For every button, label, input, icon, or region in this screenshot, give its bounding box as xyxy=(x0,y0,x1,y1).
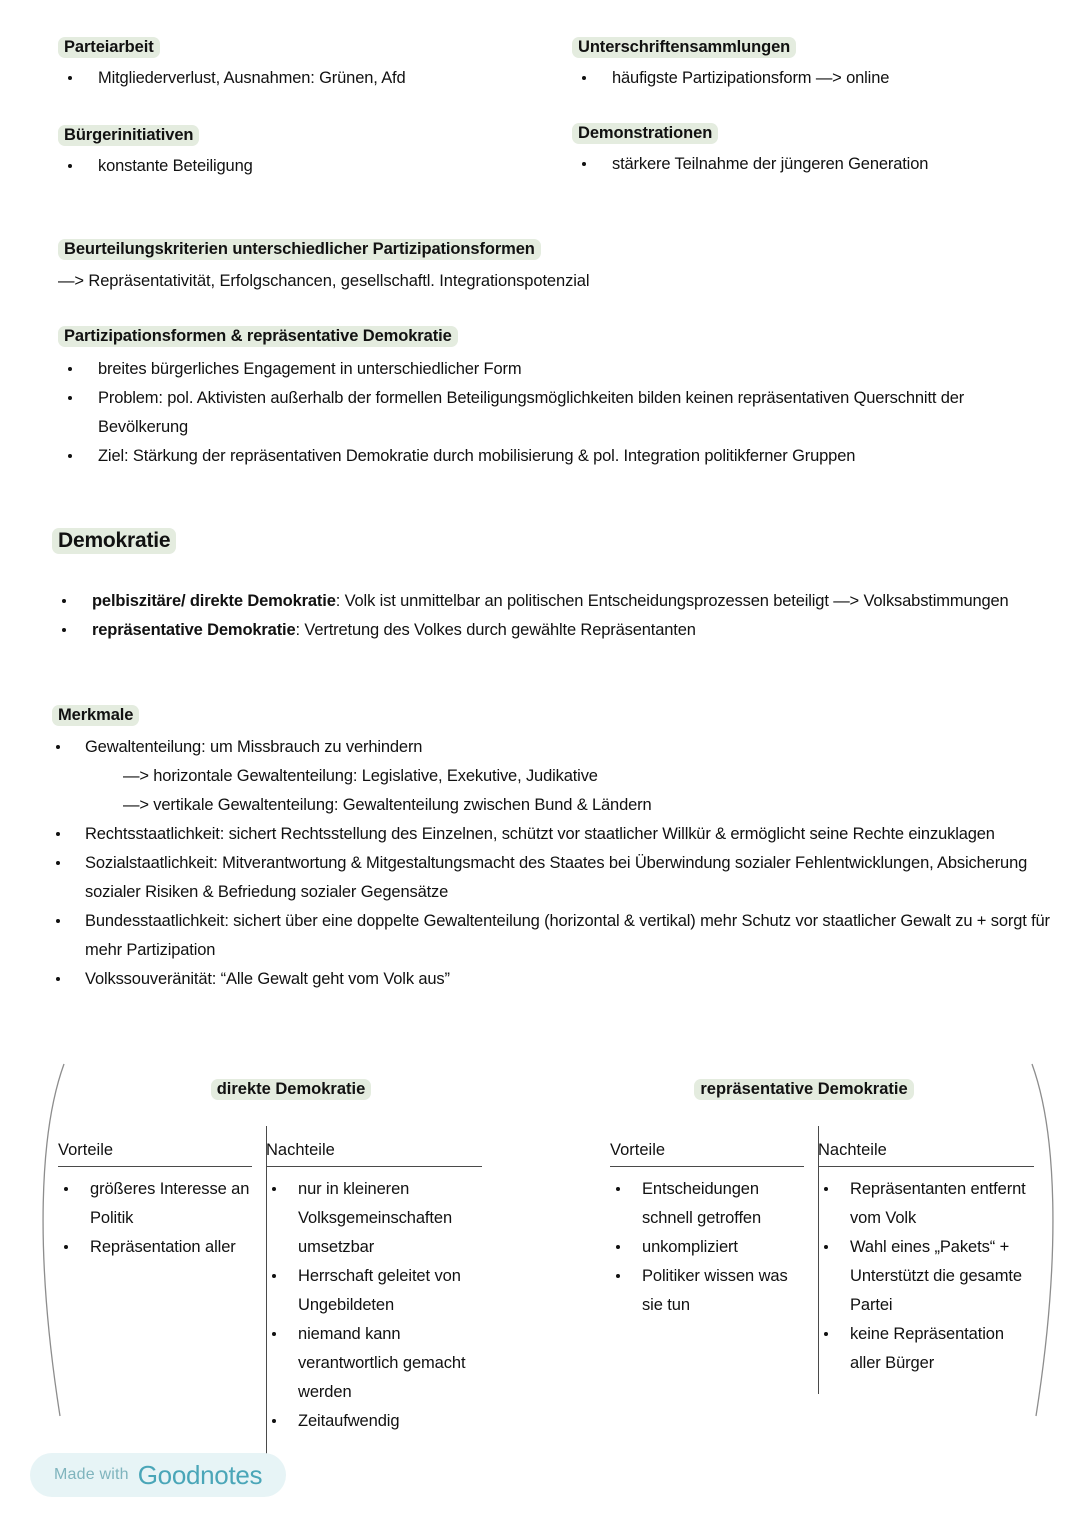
heading-text: Demokratie xyxy=(52,528,176,554)
section-heading xyxy=(58,126,538,145)
bullet-dot xyxy=(272,1419,276,1423)
bullet-dot xyxy=(824,1245,828,1249)
bullet-dot xyxy=(68,164,72,168)
list-item xyxy=(46,733,1056,820)
table-column-nachteile xyxy=(804,1138,1034,1378)
bullet-dot xyxy=(582,162,586,166)
list-item-text: Volkssouveränität: “Alle Gewalt geht vom Volk aus” xyxy=(85,970,450,988)
section-buergerinitiativen xyxy=(58,126,538,181)
list-item xyxy=(46,965,1056,994)
bullet-dot xyxy=(824,1332,828,1336)
list-item-text: Repräsentation aller xyxy=(90,1238,236,1256)
column-header: Nachteile xyxy=(266,1138,482,1167)
list-item xyxy=(818,1320,1034,1378)
list-item xyxy=(46,907,1056,965)
list-item xyxy=(58,1175,252,1233)
badge-made-with-text: Made with xyxy=(54,1466,129,1483)
list-item xyxy=(610,1262,804,1320)
bullet-dot xyxy=(824,1187,828,1191)
merkmale-list xyxy=(46,733,1056,994)
list-item-text: niemand kann verantwortlich gemacht werden xyxy=(298,1325,466,1401)
table-title xyxy=(40,1080,510,1099)
demokratie-definition-list xyxy=(52,587,1052,645)
list-item xyxy=(58,442,1058,471)
bullet-list xyxy=(572,150,1042,179)
bullet-dot xyxy=(56,919,60,923)
table-title-text: repräsentative Demokratie xyxy=(694,1079,913,1100)
definition-term: repräsentative Demokratie xyxy=(92,621,296,639)
bullet-dot xyxy=(68,454,72,458)
heading-text: Partizipationsformen & repräsentative Demokratie xyxy=(58,326,458,347)
heading-text: Bürgerinitiativen xyxy=(58,125,199,146)
list-item-text: Mitgliederverlust, Ausnahmen: Grünen, Afd xyxy=(98,69,406,87)
list-item-text: Bundesstaatlichkeit: sichert über eine doppelte Gewaltenteilung (horizontal & vertikal) mehr Schutz vor staatlicher Gewalt zu + sorgt für mehr Partizipation xyxy=(85,912,1050,959)
heading-merkmale xyxy=(52,706,139,725)
list-item xyxy=(58,355,1058,384)
heading-text: Demonstrationen xyxy=(572,123,718,144)
bullet-dot xyxy=(68,367,72,371)
section-demonstrationen xyxy=(572,124,1042,179)
column-list xyxy=(818,1175,1034,1378)
list-item-text: Sozialstaatlichkeit: Mitverantwortung & Mitgestaltungsmacht des Staates bei Überwindung sozialer Fehlentwicklungen, Absicherung sozialer Risiken & Befriedung sozialer Gegensätze xyxy=(85,854,1028,901)
bullet-dot xyxy=(616,1245,620,1249)
definition-rest: : Vertretung des Volkes durch gewählte Repräsentanten xyxy=(295,621,696,639)
badge-brand-text: Goodnotes xyxy=(137,1459,263,1490)
column-list xyxy=(58,1175,252,1262)
column-header: Vorteile xyxy=(58,1138,252,1167)
bullet-dot xyxy=(272,1332,276,1336)
section-heading xyxy=(58,240,1018,259)
bullet-dot xyxy=(272,1187,276,1191)
table-grid xyxy=(610,1138,1044,1378)
goodnotes-badge xyxy=(30,1453,286,1497)
list-item xyxy=(818,1233,1034,1320)
list-item-text: konstante Beteiligung xyxy=(98,157,253,175)
list-item xyxy=(52,587,1052,616)
heading-text: Merkmale xyxy=(52,705,139,726)
column-header: Vorteile xyxy=(610,1138,804,1167)
list-item-text: Entscheidungen schnell getroffen xyxy=(642,1180,762,1227)
section-heading xyxy=(58,38,538,57)
bullet-dot xyxy=(62,599,66,603)
list-item-text: größeres Interesse an Politik xyxy=(90,1180,250,1227)
heading-text: Parteiarbeit xyxy=(58,37,160,58)
section-heading xyxy=(58,327,1058,346)
section-heading xyxy=(572,124,1042,143)
sub-line: —> horizontale Gewaltenteilung: Legislative, Exekutive, Judikative xyxy=(123,767,598,785)
bullet-dot xyxy=(68,76,72,80)
table-column-nachteile xyxy=(252,1138,482,1436)
list-item xyxy=(818,1175,1034,1233)
list-item-text: Zeitaufwendig xyxy=(298,1412,400,1430)
definition-term: pelbiszitäre/ direkte Demokratie xyxy=(92,592,336,610)
list-item-text: Herrschaft geleitet von Ungebildeten xyxy=(298,1267,461,1314)
sub-line: —> vertikale Gewaltenteilung: Gewaltenteilung zwischen Bund & Ländern xyxy=(123,796,652,814)
bullet-dot xyxy=(56,977,60,981)
bullet-dot xyxy=(272,1274,276,1278)
list-item-text: stärkere Teilnahme der jüngeren Generation xyxy=(612,155,929,173)
section-heading xyxy=(572,38,1042,57)
list-item-text: Wahl eines „Pakets“ + Unterstützt die gesamte Partei xyxy=(850,1238,1022,1314)
bullet-dot xyxy=(616,1187,620,1191)
list-item xyxy=(58,152,538,181)
section-parteiarbeit xyxy=(58,38,538,93)
list-item xyxy=(266,1320,482,1407)
list-item-text: Ziel: Stärkung der repräsentativen Demokratie durch mobilisierung & pol. Integration politikferner Gruppen xyxy=(98,447,856,465)
table-title-text: direkte Demokratie xyxy=(211,1079,372,1100)
bullet-dot xyxy=(64,1187,68,1191)
list-item xyxy=(58,1233,252,1262)
list-item xyxy=(58,64,538,93)
comparison-table-direkte-demokratie xyxy=(40,1060,510,1430)
bullet-list xyxy=(58,355,1058,471)
list-item xyxy=(266,1175,482,1262)
bullet-dot xyxy=(616,1274,620,1278)
list-item xyxy=(46,820,1056,849)
bullet-list xyxy=(572,64,1042,93)
list-item-text: keine Repräsentation aller Bürger xyxy=(850,1325,1004,1372)
list-item-text: Politiker wissen was sie tun xyxy=(642,1267,788,1314)
criteria-lead-text: —> Repräsentativität, Erfolgschancen, gesellschaftl. Integrationspotenzial xyxy=(58,272,590,290)
table-grid xyxy=(58,1138,492,1436)
list-item xyxy=(610,1233,804,1262)
list-item-text: unkompliziert xyxy=(642,1238,738,1256)
bullet-dot xyxy=(62,628,66,632)
list-item-text: Problem: pol. Aktivisten außerhalb der formellen Beteiligungsmöglichkeiten bilden keinen repräsentativen Querschnitt der Bevölkerung xyxy=(98,389,965,436)
heading-demokratie xyxy=(52,529,176,553)
list-item-text: Gewaltenteilung: um Missbrauch zu verhindern xyxy=(85,738,423,756)
list-item xyxy=(572,150,1042,179)
table-column-vorteile xyxy=(610,1138,804,1378)
bullet-dot xyxy=(56,861,60,865)
table-title xyxy=(592,1080,1062,1099)
definition-rest: : Volk ist unmittelbar an politischen Entscheidungsprozessen beteiligt —> Volksabstimmungen xyxy=(335,592,1009,610)
column-header: Nachteile xyxy=(818,1138,1034,1167)
heading-text: Beurteilungskriterien unterschiedlicher Partizipationsformen xyxy=(58,239,541,260)
bullet-list xyxy=(58,64,538,93)
list-item xyxy=(610,1175,804,1233)
list-item-text: häufigste Partizipationsform —> online xyxy=(612,69,890,87)
section-partizipationsformen xyxy=(58,327,1058,471)
list-item-text: Rechtsstaatlichkeit: sichert Rechtsstellung des Einzelnen, schützt vor staatlicher Willkür & ermöglicht seine Rechte einzuklagen xyxy=(85,825,995,843)
table-column-vorteile xyxy=(58,1138,252,1436)
bullet-dot xyxy=(68,396,72,400)
column-list xyxy=(610,1175,804,1320)
section-beurteilungskriterien xyxy=(58,240,1018,296)
list-item xyxy=(572,64,1042,93)
bullet-dot xyxy=(56,745,60,749)
heading-text: Unterschriftensammlungen xyxy=(572,37,796,58)
list-item-text: breites bürgerliches Engagement in unterschiedlicher Form xyxy=(98,360,522,378)
list-item xyxy=(58,384,1058,442)
comparison-table-repraesentative-demokratie xyxy=(592,1060,1062,1420)
bullet-dot xyxy=(64,1245,68,1249)
list-item-text: Repräsentanten entfernt vom Volk xyxy=(850,1180,1026,1227)
bullet-list xyxy=(58,152,538,181)
list-item-text: nur in kleineren Volksgemeinschaften umsetzbar xyxy=(298,1180,453,1256)
column-list xyxy=(266,1175,482,1436)
list-item xyxy=(46,849,1056,907)
list-item xyxy=(52,616,1052,645)
bullet-dot xyxy=(56,832,60,836)
list-item xyxy=(266,1262,482,1320)
section-unterschriftensammlungen xyxy=(572,38,1042,93)
bullet-dot xyxy=(582,76,586,80)
list-item xyxy=(266,1407,482,1436)
